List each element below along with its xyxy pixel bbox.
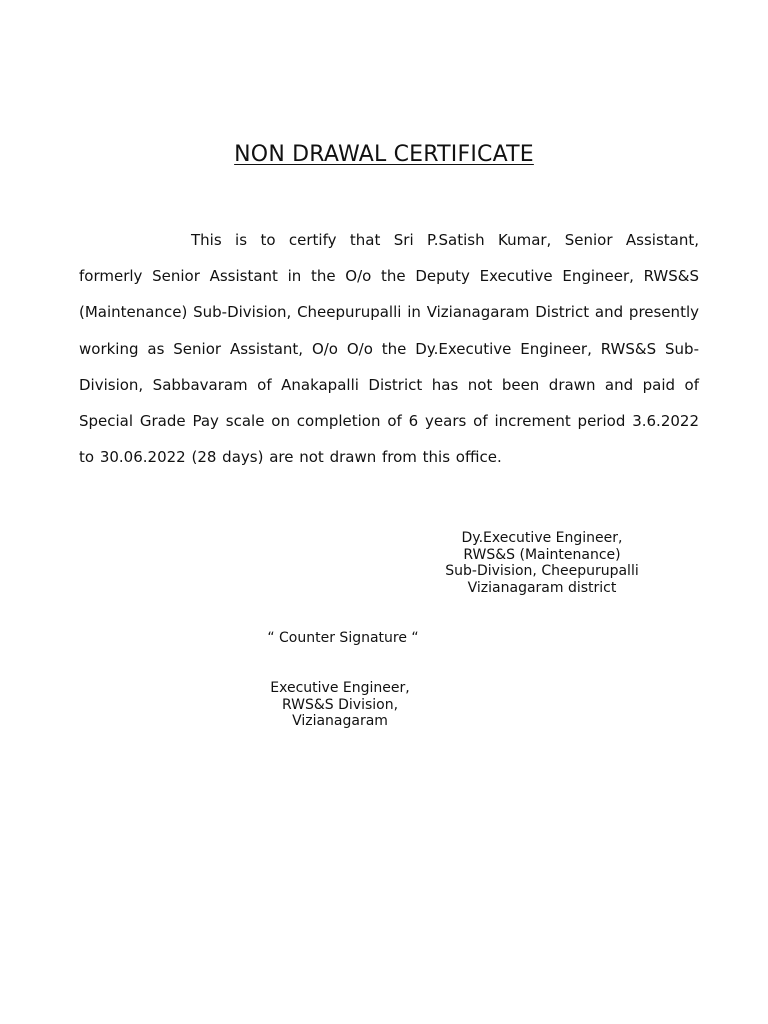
signatory-designation: Dy.Executive Engineer, [461, 530, 623, 546]
signatory-district: Vizianagaram district [467, 579, 617, 596]
counter-signatory-block [240, 680, 440, 730]
counter-signatory-division: RWS&S Division, [281, 696, 399, 713]
counter-signatory-designation: Executive Engineer, [270, 680, 410, 696]
counter-signature-label: “ Counter Signature “ [267, 630, 419, 646]
certificate-body: This is to certify that Sri P.Satish Kumar, Senior Assistant, formerly Senior Assistant in the O/o the Deputy Executive Engineer, RWS&S (Maintenance) Sub-Division, Cheepurupalli in Vizianagaram District and presently working as Senior Assistant, O/o O/o the Dy.Executive Engineer, RWS&S Sub-Division, Sabbavaram of Anakapalli District has not been drawn and paid of Special Grade Pay scale on completion of 6 years of increment period 3.6.2022 to 30.06.2022 (28 days) are not drawn from this office. [79, 231, 699, 467]
signatory-subdivision: Sub-Division, Cheepurupalli [445, 563, 639, 580]
signatory-department: RWS&S (Maintenance) [463, 546, 621, 563]
counter-signatory-district: Vizianagaram [292, 713, 388, 730]
document-title: NON DRAWAL CERTIFICATE [234, 142, 534, 167]
signatory-block [430, 530, 654, 596]
